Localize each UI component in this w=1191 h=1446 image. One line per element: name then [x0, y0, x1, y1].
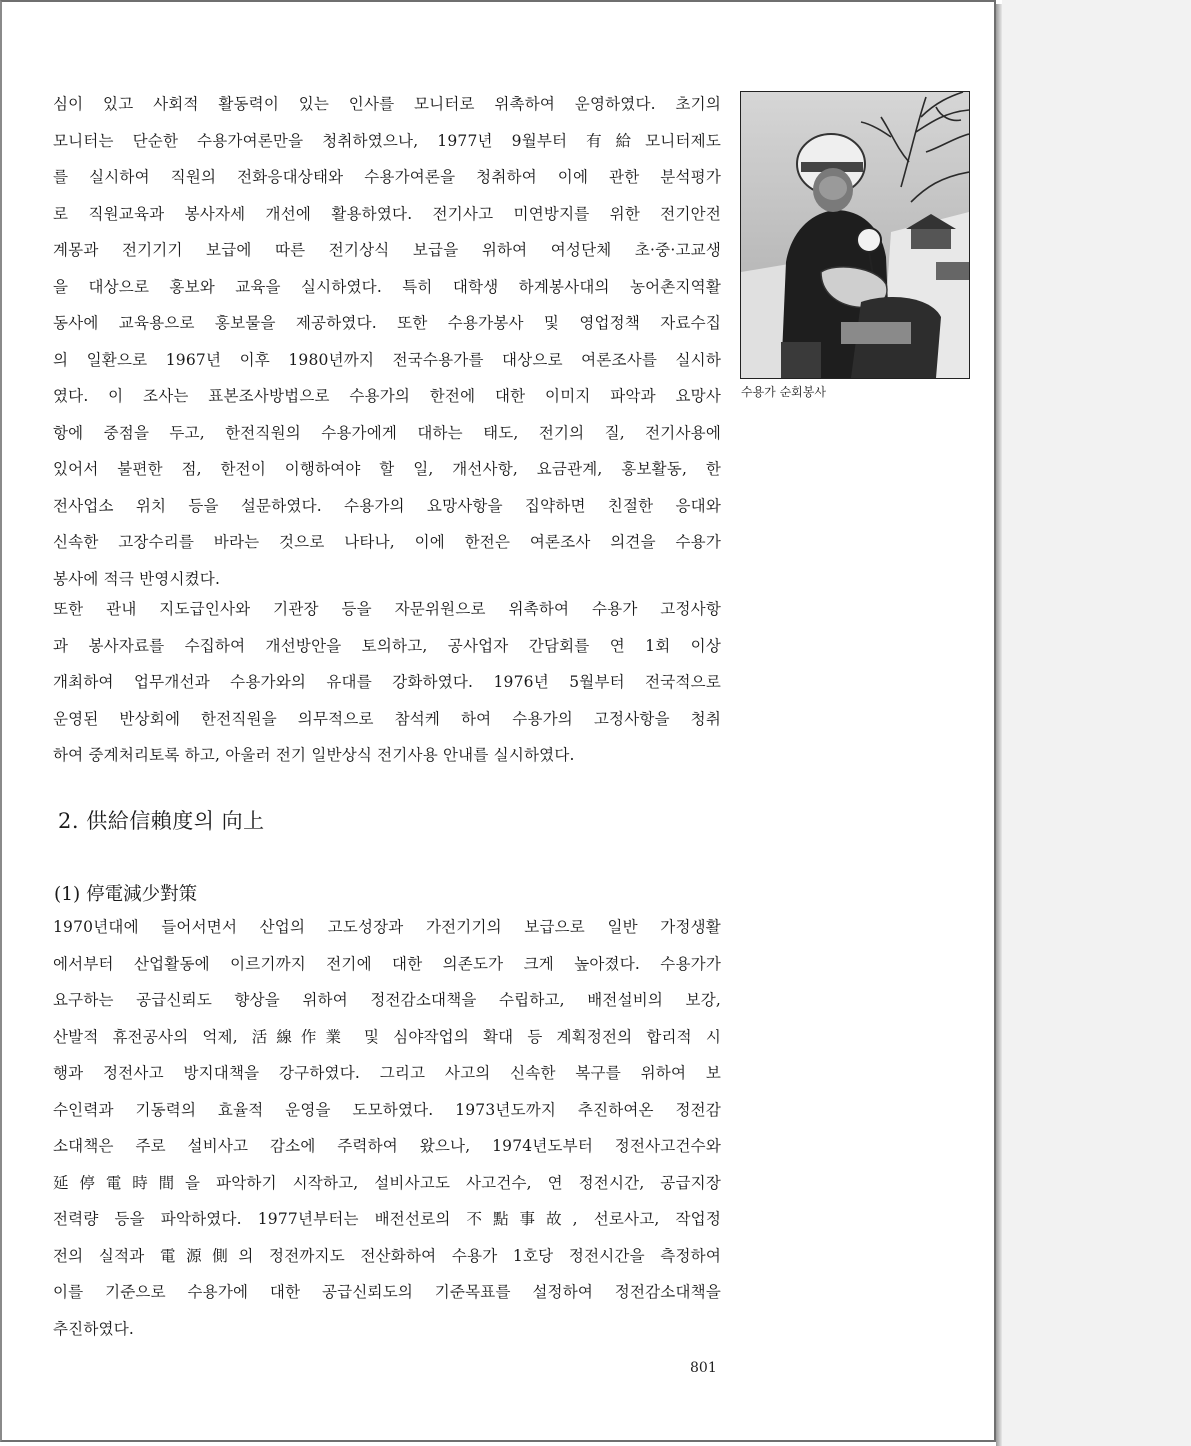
text-line: 延停電時間을 파악하기 시작하고, 설비사고도 사고건수, 연 정전시간, 공급지장 [53, 1173, 721, 1192]
text-line: 행과 정전사고 방지대책을 강구하였다. 그리고 사고의 신속한 복구를 위하여 보 [53, 1064, 721, 1082]
text-line: 를 실시하여 직원의 전화응대상태와 수용가여론을 청취하여 이에 관한 분석평가 [53, 168, 721, 186]
text-line: 1970년대에 들어서면서 산업의 고도성장과 가전기기의 보급으로 일반 가정생활 [53, 918, 721, 936]
text-line: 요구하는 공급신뢰도 향상을 위하여 정전감소대책을 수립하고, 배전설비의 보강, [53, 991, 721, 1009]
text-line: 에서부터 산업활동에 이르기까지 전기에 대한 의존도가 크게 높아졌다. 수용가가 [53, 954, 721, 973]
page-number: 801 [690, 1360, 717, 1376]
outer-margin [1002, 0, 1191, 1446]
text-line: 동사에 교육용으로 홍보물을 제공하였다. 또한 수용가봉사 및 영업정책 자료수집 [53, 314, 721, 332]
text-line: 봉사에 적극 반영시켰다. [53, 569, 221, 588]
text-line: 계몽과 전기기기 보급에 따른 전기상식 보급을 위하여 여성단체 초·중·고교생 [53, 241, 721, 259]
paragraph-2 [53, 591, 721, 774]
text-line: 수인력과 기동력의 효율적 운영을 도모하였다. 1973년도까지 추진하여온 정전감 [53, 1100, 721, 1119]
text-line: 심이 있고 사회적 활동력이 있는 인사를 모니터로 위촉하여 운영하였다. 초기의 [53, 95, 721, 113]
page-shadow [996, 4, 1002, 1446]
text-line: 과 봉사자료를 수집하여 개선방안을 토의하고, 공사업자 간담회를 연 1회 이상 [53, 636, 721, 655]
text-line: 항에 중점을 두고, 한전직원의 수용가에게 대하는 태도, 전기의 질, 전기사용에 [53, 423, 721, 442]
text-line: 신속한 고장수리를 바라는 것으로 나타나, 이에 한전은 여론조사 의견을 수용가 [53, 533, 721, 551]
text-line: 모니터는 단순한 수용가여론만을 청취하였으나, 1977년 9월부터 有給모니터제도 [53, 131, 721, 150]
text-line: 전사업소 위치 등을 설문하였다. 수용가의 요망사항을 집약하면 친절한 응대와 [53, 496, 721, 515]
text-line: 을 대상으로 홍보와 교육을 실시하였다. 특히 대학생 하계봉사대의 농어촌지역활 [53, 277, 721, 296]
text-line: 산발적 휴전공사의 억제, 活線作業 및 심야작업의 확대 등 계획정전의 합리적 시 [53, 1027, 721, 1046]
text-line: 전의 실적과 電源側의 정전까지도 전산화하여 수용가 1호당 정전시간을 측정하여 [53, 1246, 721, 1265]
text-line: 하여 중계처리토록 하고, 아울러 전기 일반상식 전기사용 안내를 실시하였다. [53, 746, 575, 764]
text-line: 있어서 불편한 점, 한전이 이행하여야 할 일, 개선사항, 요금관계, 홍보활동, 한 [53, 460, 721, 478]
text-line: 소대책은 주로 설비사고 감소에 주력하여 왔으나, 1974년도부터 정전사고건수와 [53, 1137, 721, 1155]
sub-heading: (1) 停電減少對策 [54, 884, 198, 905]
text-line: 전력량 등을 파악하였다. 1977년부터는 배전선로의 不點事故, 선로사고, 작업정 [53, 1210, 721, 1228]
text-line: 운영된 반상회에 한전직원을 의무적으로 참석케 하여 수용가의 고정사항을 청취 [53, 709, 721, 728]
section-heading: 2. 供給信賴度의 向上 [58, 809, 265, 833]
text-line: 의 일환으로 1967년 이후 1980년까지 전국수용가를 대상으로 여론조사를 실시하 [53, 350, 721, 369]
photo-caption: 수용가 순회봉사 [741, 385, 826, 399]
paragraph-3 [53, 909, 721, 1347]
text-line: 추진하였다. [53, 1319, 134, 1338]
photo-figure [740, 91, 970, 379]
text-line: 또한 관내 지도급인사와 기관장 등을 자문위원으로 위촉하여 수용가 고정사항 [53, 600, 721, 618]
paragraph-1 [53, 86, 721, 597]
text-line: 이를 기준으로 수용가에 대한 공급신뢰도의 기준목표를 설정하여 정전감소대책을 [53, 1283, 721, 1301]
text-line: 개최하여 업무개선과 수용가와의 유대를 강화하였다. 1976년 5월부터 전국적으로 [53, 673, 721, 691]
photo-customer-patrol-service-icon [741, 92, 969, 378]
text-line: 였다. 이 조사는 표본조사방법으로 수용가의 한전에 대한 이미지 파악과 요망사 [53, 387, 721, 405]
text-line: 로 직원교육과 봉사자세 개선에 활용하였다. 전기사고 미연방지를 위한 전기안전 [53, 204, 721, 223]
